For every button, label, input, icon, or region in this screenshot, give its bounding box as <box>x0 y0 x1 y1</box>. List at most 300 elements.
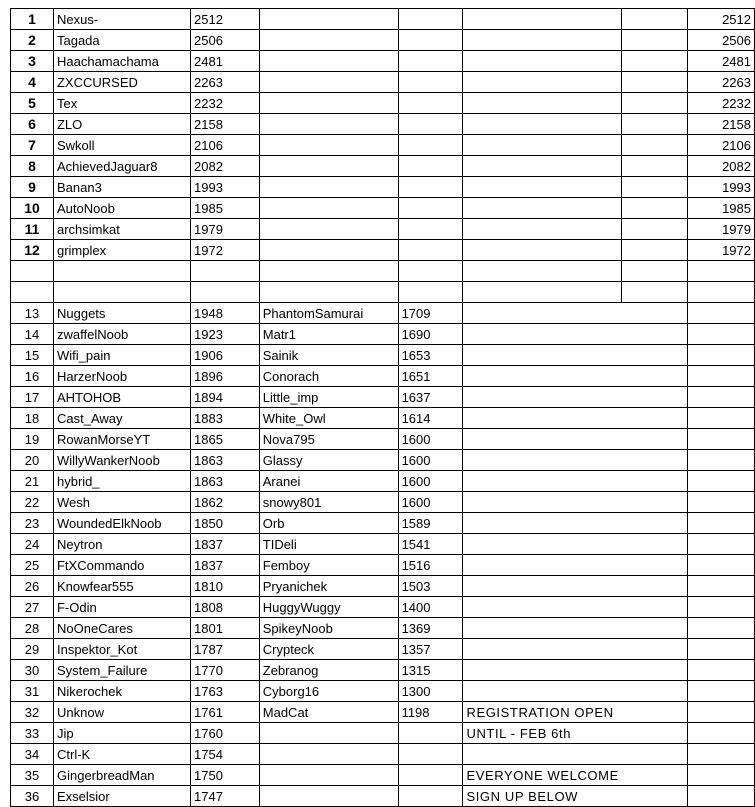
empty-cell[interactable] <box>463 261 622 282</box>
rank-cell[interactable]: 6 <box>11 114 54 135</box>
rank-cell[interactable]: 11 <box>11 219 54 240</box>
empty-cell[interactable] <box>622 30 688 51</box>
empty-cell[interactable] <box>53 282 190 303</box>
empty-cell[interactable] <box>463 135 622 156</box>
empty-cell[interactable] <box>53 261 190 282</box>
player-name-2-cell[interactable]: Little_imp <box>259 387 398 408</box>
player-name-cell[interactable]: Haachamachama <box>53 51 190 72</box>
player-name-2-cell[interactable]: PhantomSamurai <box>259 303 398 324</box>
note-cell[interactable] <box>463 597 622 618</box>
player-name-cell[interactable]: hybrid_ <box>53 471 190 492</box>
note-cell[interactable]: REGISTRATION OPEN <box>463 702 622 723</box>
player-name-cell[interactable]: RowanMorseYT <box>53 429 190 450</box>
player-name-cell[interactable]: Wifi_pain <box>53 345 190 366</box>
empty-cell[interactable] <box>622 114 688 135</box>
rating-cell[interactable]: 1808 <box>191 597 260 618</box>
empty-cell[interactable] <box>463 51 622 72</box>
player-name-2-cell[interactable]: Orb <box>259 513 398 534</box>
rank-cell[interactable]: 31 <box>11 681 54 702</box>
empty-cell[interactable] <box>688 555 755 576</box>
player-name-cell[interactable]: System_Failure <box>53 660 190 681</box>
note-tail-cell[interactable] <box>622 303 688 324</box>
note-cell[interactable] <box>463 408 622 429</box>
empty-cell[interactable] <box>463 72 622 93</box>
note-tail-cell[interactable] <box>622 324 688 345</box>
empty-cell[interactable] <box>688 282 755 303</box>
empty-cell[interactable] <box>688 618 755 639</box>
rank-cell[interactable]: 16 <box>11 366 54 387</box>
rating-repeat-cell[interactable]: 2506 <box>688 30 755 51</box>
note-cell[interactable] <box>463 618 622 639</box>
empty-cell[interactable] <box>622 9 688 30</box>
rank-cell[interactable]: 24 <box>11 534 54 555</box>
rating-cell[interactable]: 1923 <box>191 324 260 345</box>
player-name-cell[interactable]: Tagada <box>53 30 190 51</box>
empty-cell[interactable] <box>688 450 755 471</box>
player-name-2-cell[interactable]: Femboy <box>259 555 398 576</box>
note-tail-cell[interactable] <box>622 534 688 555</box>
rating-cell[interactable]: 2263 <box>191 72 260 93</box>
note-cell[interactable] <box>463 576 622 597</box>
rating-cell[interactable]: 1972 <box>191 240 260 261</box>
note-cell[interactable] <box>463 513 622 534</box>
note-cell[interactable] <box>463 681 622 702</box>
rating-cell[interactable]: 1993 <box>191 177 260 198</box>
rating-cell[interactable]: 1883 <box>191 408 260 429</box>
empty-cell[interactable] <box>688 702 755 723</box>
empty-cell[interactable] <box>259 135 398 156</box>
player-name-cell[interactable]: GingerbreadMan <box>53 765 190 786</box>
note-cell[interactable]: EVERYONE WELCOME <box>463 765 622 786</box>
empty-cell[interactable] <box>622 219 688 240</box>
empty-cell[interactable] <box>259 282 398 303</box>
rank-cell[interactable]: 20 <box>11 450 54 471</box>
rating-cell[interactable]: 1837 <box>191 555 260 576</box>
player-name-cell[interactable]: WillyWankerNoob <box>53 450 190 471</box>
note-tail-cell[interactable] <box>622 744 688 765</box>
rank-cell[interactable]: 4 <box>11 72 54 93</box>
rank-cell[interactable]: 27 <box>11 597 54 618</box>
rating-cell[interactable]: 2512 <box>191 9 260 30</box>
empty-cell[interactable] <box>259 198 398 219</box>
rating-cell[interactable]: 1760 <box>191 723 260 744</box>
empty-cell[interactable] <box>398 135 463 156</box>
empty-cell[interactable] <box>398 93 463 114</box>
note-tail-cell[interactable] <box>622 576 688 597</box>
rank-cell[interactable]: 26 <box>11 576 54 597</box>
note-tail-cell[interactable] <box>622 429 688 450</box>
rating-2-cell[interactable]: 1600 <box>398 492 463 513</box>
rating-cell[interactable]: 1906 <box>191 345 260 366</box>
player-name-cell[interactable]: NoOneCares <box>53 618 190 639</box>
player-name-cell[interactable]: ZXCCURSED <box>53 72 190 93</box>
empty-cell[interactable] <box>463 9 622 30</box>
empty-cell[interactable] <box>688 471 755 492</box>
player-name-cell[interactable]: Cast_Away <box>53 408 190 429</box>
rating-cell[interactable]: 1837 <box>191 534 260 555</box>
rating-2-cell[interactable]: 1357 <box>398 639 463 660</box>
note-cell[interactable] <box>463 555 622 576</box>
rating-cell[interactable]: 1810 <box>191 576 260 597</box>
player-name-cell[interactable]: Inspektor_Kot <box>53 639 190 660</box>
empty-cell[interactable] <box>622 72 688 93</box>
empty-cell[interactable] <box>259 30 398 51</box>
empty-cell[interactable] <box>688 681 755 702</box>
empty-cell[interactable] <box>463 177 622 198</box>
player-name-2-cell[interactable]: MadCat <box>259 702 398 723</box>
note-cell[interactable] <box>463 639 622 660</box>
rating-repeat-cell[interactable]: 2263 <box>688 72 755 93</box>
rank-cell[interactable]: 32 <box>11 702 54 723</box>
player-name-2-cell[interactable]: Crypteck <box>259 639 398 660</box>
rating-2-cell[interactable]: 1300 <box>398 681 463 702</box>
player-name-cell[interactable]: AHTOHOB <box>53 387 190 408</box>
rating-cell[interactable]: 1894 <box>191 387 260 408</box>
player-name-cell[interactable]: Banan3 <box>53 177 190 198</box>
rating-cell[interactable]: 1985 <box>191 198 260 219</box>
note-tail-cell[interactable] <box>622 723 688 744</box>
note-tail-cell[interactable] <box>622 345 688 366</box>
player-name-2-cell[interactable]: SpikeyNoob <box>259 618 398 639</box>
note-cell[interactable] <box>463 450 622 471</box>
empty-cell[interactable] <box>191 282 260 303</box>
rating-2-cell[interactable]: 1516 <box>398 555 463 576</box>
rating-cell[interactable]: 1770 <box>191 660 260 681</box>
note-tail-cell[interactable] <box>622 597 688 618</box>
rating-2-cell[interactable]: 1653 <box>398 345 463 366</box>
rating-cell[interactable]: 1850 <box>191 513 260 534</box>
player-name-2-cell[interactable]: HuggyWuggy <box>259 597 398 618</box>
note-tail-cell[interactable] <box>622 639 688 660</box>
empty-cell[interactable] <box>688 408 755 429</box>
rating-2-cell[interactable]: 1600 <box>398 450 463 471</box>
rank-cell[interactable]: 19 <box>11 429 54 450</box>
player-name-cell[interactable]: Wesh <box>53 492 190 513</box>
rating-repeat-cell[interactable]: 2082 <box>688 156 755 177</box>
note-cell[interactable] <box>463 387 622 408</box>
rating-2-cell[interactable]: 1589 <box>398 513 463 534</box>
player-name-2-cell[interactable]: Sainik <box>259 345 398 366</box>
rating-2-cell[interactable]: 1369 <box>398 618 463 639</box>
empty-cell[interactable] <box>463 282 622 303</box>
rating-2-cell[interactable]: 1198 <box>398 702 463 723</box>
empty-cell[interactable] <box>191 261 260 282</box>
player-name-cell[interactable]: ZLO <box>53 114 190 135</box>
player-name-cell[interactable]: Knowfear555 <box>53 576 190 597</box>
rank-cell[interactable]: 23 <box>11 513 54 534</box>
rating-repeat-cell[interactable]: 1979 <box>688 219 755 240</box>
note-tail-cell[interactable] <box>622 786 688 807</box>
rank-cell[interactable]: 8 <box>11 156 54 177</box>
empty-cell[interactable] <box>398 114 463 135</box>
note-tail-cell[interactable] <box>622 702 688 723</box>
note-tail-cell[interactable] <box>622 681 688 702</box>
empty-cell[interactable] <box>622 198 688 219</box>
note-tail-cell[interactable] <box>622 471 688 492</box>
rank-cell[interactable]: 15 <box>11 345 54 366</box>
empty-cell[interactable] <box>398 219 463 240</box>
empty-cell[interactable] <box>688 261 755 282</box>
rating-cell[interactable]: 1787 <box>191 639 260 660</box>
rating-cell[interactable]: 1865 <box>191 429 260 450</box>
player-name-2-cell[interactable] <box>259 786 398 807</box>
rating-2-cell[interactable]: 1541 <box>398 534 463 555</box>
empty-cell[interactable] <box>398 198 463 219</box>
rating-cell[interactable]: 1979 <box>191 219 260 240</box>
player-name-cell[interactable]: Swkoll <box>53 135 190 156</box>
rating-2-cell[interactable]: 1400 <box>398 597 463 618</box>
rank-cell[interactable]: 12 <box>11 240 54 261</box>
rating-cell[interactable]: 1747 <box>191 786 260 807</box>
note-tail-cell[interactable] <box>622 765 688 786</box>
player-name-cell[interactable]: Jip <box>53 723 190 744</box>
player-name-cell[interactable]: AutoNoob <box>53 198 190 219</box>
empty-cell[interactable] <box>688 345 755 366</box>
empty-cell[interactable] <box>688 366 755 387</box>
empty-cell[interactable] <box>259 114 398 135</box>
rating-cell[interactable]: 2106 <box>191 135 260 156</box>
note-tail-cell[interactable] <box>622 366 688 387</box>
player-name-2-cell[interactable]: Glassy <box>259 450 398 471</box>
empty-cell[interactable] <box>688 660 755 681</box>
note-cell[interactable] <box>463 744 622 765</box>
note-tail-cell[interactable] <box>622 618 688 639</box>
empty-cell[interactable] <box>622 177 688 198</box>
note-cell[interactable] <box>463 366 622 387</box>
rating-2-cell[interactable] <box>398 786 463 807</box>
empty-cell[interactable] <box>259 240 398 261</box>
empty-cell[interactable] <box>463 198 622 219</box>
empty-cell[interactable] <box>688 387 755 408</box>
empty-cell[interactable] <box>463 156 622 177</box>
rating-cell[interactable]: 1761 <box>191 702 260 723</box>
note-cell[interactable]: UNTIL - FEB 6th <box>463 723 622 744</box>
empty-cell[interactable] <box>688 324 755 345</box>
player-name-cell[interactable]: F-Odin <box>53 597 190 618</box>
empty-cell[interactable] <box>622 282 688 303</box>
player-name-cell[interactable]: AchievedJaguar8 <box>53 156 190 177</box>
empty-cell[interactable] <box>259 219 398 240</box>
rating-cell[interactable]: 2232 <box>191 93 260 114</box>
player-name-cell[interactable]: Nuggets <box>53 303 190 324</box>
empty-cell[interactable] <box>398 282 463 303</box>
player-name-cell[interactable]: zwaffelNoob <box>53 324 190 345</box>
rating-cell[interactable]: 2082 <box>191 156 260 177</box>
player-name-cell[interactable]: Tex <box>53 93 190 114</box>
note-tail-cell[interactable] <box>622 408 688 429</box>
player-name-cell[interactable]: Nexus- <box>53 9 190 30</box>
player-name-cell[interactable]: Nikerochek <box>53 681 190 702</box>
rating-repeat-cell[interactable]: 2232 <box>688 93 755 114</box>
player-name-2-cell[interactable] <box>259 723 398 744</box>
player-name-cell[interactable]: archsimkat <box>53 219 190 240</box>
rating-cell[interactable]: 2506 <box>191 30 260 51</box>
note-tail-cell[interactable] <box>622 387 688 408</box>
rating-cell[interactable]: 1750 <box>191 765 260 786</box>
rank-cell[interactable]: 7 <box>11 135 54 156</box>
note-tail-cell[interactable] <box>622 492 688 513</box>
empty-cell[interactable] <box>688 639 755 660</box>
rating-2-cell[interactable]: 1614 <box>398 408 463 429</box>
note-tail-cell[interactable] <box>622 660 688 681</box>
rating-repeat-cell[interactable]: 2512 <box>688 9 755 30</box>
rank-cell[interactable]: 3 <box>11 51 54 72</box>
rating-cell[interactable]: 1863 <box>191 471 260 492</box>
rating-2-cell[interactable]: 1709 <box>398 303 463 324</box>
rank-cell[interactable]: 5 <box>11 93 54 114</box>
empty-cell[interactable] <box>398 156 463 177</box>
player-name-cell[interactable]: Neytron <box>53 534 190 555</box>
empty-cell[interactable] <box>463 93 622 114</box>
rank-cell[interactable]: 25 <box>11 555 54 576</box>
rank-cell[interactable]: 33 <box>11 723 54 744</box>
player-name-2-cell[interactable]: TIDeli <box>259 534 398 555</box>
rank-cell[interactable]: 36 <box>11 786 54 807</box>
rating-cell[interactable]: 1862 <box>191 492 260 513</box>
empty-cell[interactable] <box>622 135 688 156</box>
player-name-cell[interactable]: Ctrl-K <box>53 744 190 765</box>
player-name-2-cell[interactable]: Aranei <box>259 471 398 492</box>
rating-cell[interactable]: 1763 <box>191 681 260 702</box>
note-cell[interactable] <box>463 345 622 366</box>
empty-cell[interactable] <box>11 282 54 303</box>
rank-cell[interactable]: 13 <box>11 303 54 324</box>
empty-cell[interactable] <box>688 429 755 450</box>
empty-cell[interactable] <box>622 156 688 177</box>
empty-cell[interactable] <box>688 492 755 513</box>
empty-cell[interactable] <box>688 744 755 765</box>
empty-cell[interactable] <box>259 9 398 30</box>
rank-cell[interactable]: 18 <box>11 408 54 429</box>
rank-cell[interactable]: 22 <box>11 492 54 513</box>
player-name-cell[interactable]: WoundedElkNoob <box>53 513 190 534</box>
rank-cell[interactable]: 35 <box>11 765 54 786</box>
empty-cell[interactable] <box>398 240 463 261</box>
rating-cell[interactable]: 1754 <box>191 744 260 765</box>
rating-2-cell[interactable]: 1690 <box>398 324 463 345</box>
player-name-cell[interactable]: grimplex <box>53 240 190 261</box>
player-name-2-cell[interactable]: Pryanichek <box>259 576 398 597</box>
note-cell[interactable] <box>463 534 622 555</box>
empty-cell[interactable] <box>398 177 463 198</box>
note-cell[interactable] <box>463 324 622 345</box>
player-name-2-cell[interactable]: Cyborg16 <box>259 681 398 702</box>
rating-cell[interactable]: 1896 <box>191 366 260 387</box>
empty-cell[interactable] <box>688 534 755 555</box>
rating-2-cell[interactable]: 1315 <box>398 660 463 681</box>
rank-cell[interactable]: 29 <box>11 639 54 660</box>
rank-cell[interactable]: 14 <box>11 324 54 345</box>
rating-2-cell[interactable] <box>398 723 463 744</box>
rating-2-cell[interactable]: 1503 <box>398 576 463 597</box>
player-name-2-cell[interactable]: Zebranog <box>259 660 398 681</box>
empty-cell[interactable] <box>11 261 54 282</box>
rating-2-cell[interactable] <box>398 744 463 765</box>
player-name-2-cell[interactable]: Matr1 <box>259 324 398 345</box>
rank-cell[interactable]: 1 <box>11 9 54 30</box>
player-name-cell[interactable]: Unknow <box>53 702 190 723</box>
note-cell[interactable] <box>463 492 622 513</box>
player-name-2-cell[interactable]: White_Owl <box>259 408 398 429</box>
player-name-2-cell[interactable]: Nova795 <box>259 429 398 450</box>
empty-cell[interactable] <box>688 723 755 744</box>
rating-repeat-cell[interactable]: 1993 <box>688 177 755 198</box>
note-cell[interactable]: SIGN UP BELOW <box>463 786 622 807</box>
rating-cell[interactable]: 2158 <box>191 114 260 135</box>
note-cell[interactable] <box>463 660 622 681</box>
empty-cell[interactable] <box>688 597 755 618</box>
player-name-cell[interactable]: FtXCommando <box>53 555 190 576</box>
empty-cell[interactable] <box>688 765 755 786</box>
empty-cell[interactable] <box>398 72 463 93</box>
rating-2-cell[interactable]: 1600 <box>398 471 463 492</box>
empty-cell[interactable] <box>259 156 398 177</box>
note-tail-cell[interactable] <box>622 450 688 471</box>
empty-cell[interactable] <box>463 30 622 51</box>
player-name-cell[interactable]: Exselsior <box>53 786 190 807</box>
empty-cell[interactable] <box>398 51 463 72</box>
note-cell[interactable] <box>463 303 622 324</box>
rank-cell[interactable]: 28 <box>11 618 54 639</box>
empty-cell[interactable] <box>688 303 755 324</box>
player-name-2-cell[interactable]: Conorach <box>259 366 398 387</box>
note-cell[interactable] <box>463 471 622 492</box>
note-tail-cell[interactable] <box>622 555 688 576</box>
rank-cell[interactable]: 2 <box>11 30 54 51</box>
rank-cell[interactable]: 9 <box>11 177 54 198</box>
rating-2-cell[interactable]: 1637 <box>398 387 463 408</box>
rank-cell[interactable]: 30 <box>11 660 54 681</box>
rank-cell[interactable]: 34 <box>11 744 54 765</box>
rank-cell[interactable]: 21 <box>11 471 54 492</box>
rank-cell[interactable]: 17 <box>11 387 54 408</box>
empty-cell[interactable] <box>688 513 755 534</box>
empty-cell[interactable] <box>398 9 463 30</box>
rating-cell[interactable]: 1948 <box>191 303 260 324</box>
note-tail-cell[interactable] <box>622 513 688 534</box>
empty-cell[interactable] <box>259 261 398 282</box>
empty-cell[interactable] <box>259 72 398 93</box>
empty-cell[interactable] <box>398 30 463 51</box>
rating-2-cell[interactable] <box>398 765 463 786</box>
empty-cell[interactable] <box>688 786 755 807</box>
rating-repeat-cell[interactable]: 2106 <box>688 135 755 156</box>
note-cell[interactable] <box>463 429 622 450</box>
empty-cell[interactable] <box>259 51 398 72</box>
rating-cell[interactable]: 1863 <box>191 450 260 471</box>
player-name-2-cell[interactable]: snowy801 <box>259 492 398 513</box>
empty-cell[interactable] <box>688 576 755 597</box>
rating-repeat-cell[interactable]: 1985 <box>688 198 755 219</box>
empty-cell[interactable] <box>398 261 463 282</box>
rating-repeat-cell[interactable]: 2481 <box>688 51 755 72</box>
player-name-cell[interactable]: HarzerNoob <box>53 366 190 387</box>
empty-cell[interactable] <box>622 51 688 72</box>
rating-cell[interactable]: 1801 <box>191 618 260 639</box>
empty-cell[interactable] <box>259 177 398 198</box>
rating-2-cell[interactable]: 1651 <box>398 366 463 387</box>
empty-cell[interactable] <box>622 261 688 282</box>
empty-cell[interactable] <box>463 114 622 135</box>
rank-cell[interactable]: 10 <box>11 198 54 219</box>
rating-repeat-cell[interactable]: 2158 <box>688 114 755 135</box>
rating-2-cell[interactable]: 1600 <box>398 429 463 450</box>
player-name-2-cell[interactable] <box>259 765 398 786</box>
empty-cell[interactable] <box>622 93 688 114</box>
empty-cell[interactable] <box>622 240 688 261</box>
empty-cell[interactable] <box>463 219 622 240</box>
rating-cell[interactable]: 2481 <box>191 51 260 72</box>
